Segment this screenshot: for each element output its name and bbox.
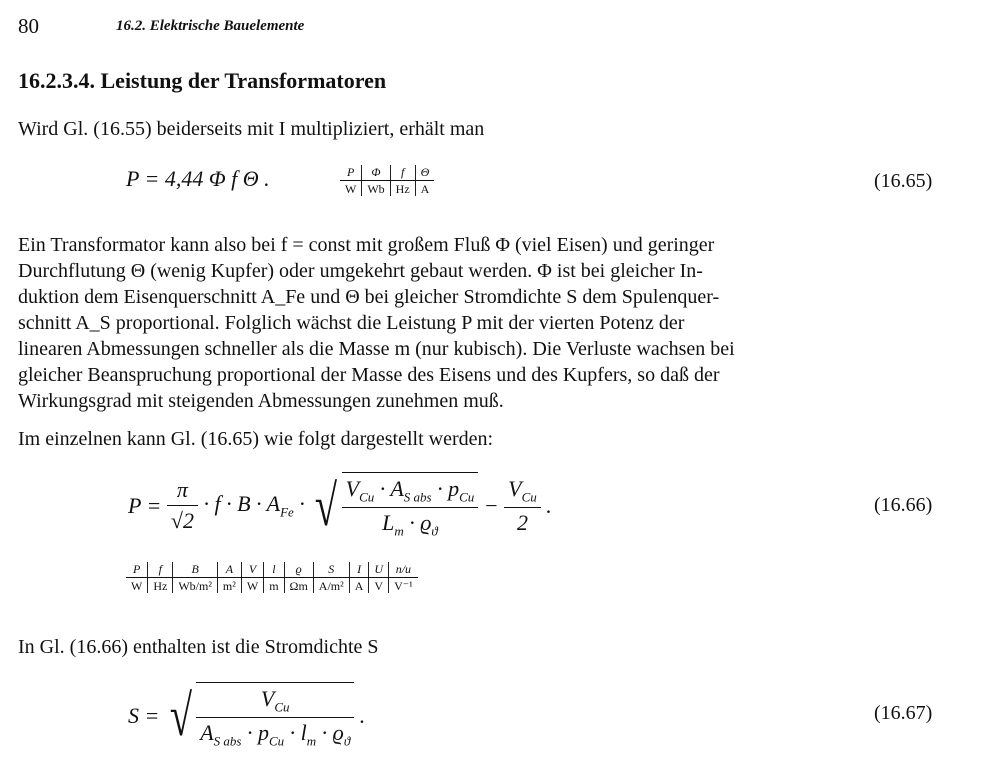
qty-cell: U bbox=[369, 562, 389, 578]
eq-middle-text: · f · B · A bbox=[203, 491, 281, 517]
minus-sign: − bbox=[483, 492, 499, 518]
radical-body bbox=[342, 472, 479, 540]
radical bbox=[165, 682, 354, 750]
sym: V bbox=[508, 475, 522, 501]
section-title: Leistung der Transformatoren bbox=[100, 68, 387, 93]
pi-over-sqrt2 bbox=[167, 477, 198, 534]
sym: · p bbox=[431, 476, 460, 501]
qty-cell: f bbox=[390, 165, 415, 181]
sub: S abs bbox=[213, 733, 242, 749]
radical-sign: √ bbox=[315, 472, 338, 538]
frac-denominator: 2 bbox=[504, 507, 541, 536]
eq-lhs: S = bbox=[128, 702, 160, 728]
section-number: 16.2.3.4. bbox=[18, 68, 95, 93]
qty-cell: V bbox=[241, 562, 263, 578]
radical bbox=[310, 472, 478, 540]
sub: Cu bbox=[459, 489, 475, 505]
frac-numerator bbox=[342, 476, 479, 507]
frac-numerator: π bbox=[176, 477, 188, 503]
unit-cell: W bbox=[345, 182, 357, 196]
frac-denominator bbox=[196, 717, 354, 749]
sym: L bbox=[382, 510, 395, 536]
unit-cell: W bbox=[241, 578, 263, 594]
sym: V bbox=[260, 686, 275, 711]
qty-cell: B bbox=[173, 562, 218, 578]
qty-cell: l bbox=[264, 562, 284, 578]
eq-middle bbox=[203, 491, 305, 520]
qty-cell: Φ bbox=[362, 165, 390, 181]
v-over-2 bbox=[504, 476, 541, 536]
eq-number-16-66: (16.66) bbox=[874, 494, 933, 516]
sub: Cu bbox=[268, 733, 285, 749]
text-line: Durchflutung Θ (wenig Kupfer) oder umgekehrt gebaut werden. Φ ist bei gleicher In- bbox=[18, 260, 703, 282]
text-line: Ein Transformator kann also bei f = const mit großem Fluß Φ (viel Eisen) und geringer bbox=[18, 234, 715, 256]
sym: · ϱ bbox=[316, 720, 344, 746]
qty-cell: f bbox=[148, 562, 173, 578]
unit-cell: Ωm bbox=[284, 578, 313, 594]
dot: · bbox=[299, 491, 305, 517]
unit-cell: Hz bbox=[390, 181, 415, 197]
intro-text-2: Im einzelnen kann Gl. (16.65) wie folgt dargestellt werden: bbox=[18, 428, 494, 450]
unit-cell: m bbox=[264, 578, 284, 594]
qty-cell: P bbox=[126, 562, 148, 578]
eq-16-67 bbox=[128, 682, 365, 750]
radical-body bbox=[196, 682, 354, 750]
unit-cell: A/m² bbox=[313, 578, 349, 594]
unit-cell: m² bbox=[217, 578, 241, 594]
eq-number-16-65: (16.65) bbox=[874, 170, 933, 192]
paragraph-transformator bbox=[18, 232, 735, 414]
sub: ϑ bbox=[343, 733, 351, 749]
unit-cell: V bbox=[369, 578, 389, 594]
sub: Cu bbox=[359, 489, 375, 505]
text-line: schnitt A_S proportional. Folglich wächst die Leistung P mit der vierten Potenz der bbox=[18, 312, 685, 334]
running-title: 16.2. Elektrische Bauelemente bbox=[116, 18, 305, 34]
period: . bbox=[359, 702, 366, 728]
eq-lhs: P = bbox=[128, 492, 162, 518]
sym: · p bbox=[241, 720, 269, 746]
sym: V bbox=[345, 476, 360, 501]
text-line: duktion dem Eisenquerschnitt A_Fe und Θ bei gleicher Stromdichte S dem Spulenquer- bbox=[18, 286, 720, 308]
qty-cell: P bbox=[340, 165, 362, 181]
qty-cell: n/u bbox=[389, 562, 418, 578]
frac-numerator bbox=[196, 686, 354, 717]
qty-cell: S bbox=[313, 562, 349, 578]
text-line: Wirkungsgrad mit steigenden Abmessungen zunehmen muß. bbox=[18, 390, 504, 412]
unit-cell: A bbox=[415, 181, 434, 197]
sub: m bbox=[306, 733, 317, 749]
frac-numerator bbox=[504, 476, 541, 507]
eq-16-65-unit-table bbox=[340, 165, 434, 196]
unit-cell: A bbox=[349, 578, 369, 594]
page-number: 80 bbox=[18, 14, 39, 38]
intro-text-3: In Gl. (16.66) enthalten ist die Stromdichte S bbox=[18, 636, 379, 658]
section-heading bbox=[18, 68, 386, 94]
qty-cell: I bbox=[349, 562, 369, 578]
period: . bbox=[546, 492, 552, 518]
unit-cell: W bbox=[131, 579, 143, 593]
sym: · ϱ bbox=[403, 510, 432, 536]
qty-cell: A bbox=[217, 562, 241, 578]
eq-number-16-67: (16.67) bbox=[874, 702, 933, 724]
unit-cell: Wb/m² bbox=[173, 578, 218, 594]
sym: A bbox=[200, 720, 214, 746]
frac-denominator: √2 bbox=[167, 505, 198, 534]
text-line: gleicher Beanspruchung proportional der Masse des Eisens und des Kupfers, so daß der bbox=[18, 364, 720, 386]
unit-cell: Hz bbox=[148, 578, 173, 594]
radical-fraction bbox=[196, 686, 354, 750]
radical-sign: √ bbox=[169, 682, 192, 748]
sym: · l bbox=[284, 720, 307, 746]
sqrt-argument: 2 bbox=[182, 508, 194, 534]
sub: ϑ bbox=[431, 523, 438, 539]
qty-cell: ϱ bbox=[284, 562, 313, 578]
radical-fraction bbox=[342, 476, 479, 540]
qty-cell: Θ bbox=[415, 165, 434, 181]
unit-cell: V⁻¹ bbox=[389, 578, 418, 594]
eq-16-65: P = 4,44 Φ f Θ . bbox=[126, 166, 270, 191]
text-line: linearen Abmessungen schneller als die Masse m (nur kubisch). Die Verluste wachsen bei bbox=[18, 338, 735, 360]
sub: Cu bbox=[521, 489, 537, 505]
eq-16-66 bbox=[128, 472, 552, 540]
sub: m bbox=[394, 523, 404, 539]
sub: Cu bbox=[274, 699, 290, 715]
sub: S abs bbox=[403, 489, 432, 505]
eq-middle-sub: Fe bbox=[280, 504, 294, 520]
eq-16-66-unit-table bbox=[126, 562, 418, 593]
unit-cell: Wb bbox=[362, 181, 390, 197]
intro-text: Wird Gl. (16.55) beiderseits mit I multipliziert, erhält man bbox=[18, 118, 485, 140]
frac-denominator bbox=[342, 507, 479, 539]
sym: · A bbox=[374, 476, 404, 501]
